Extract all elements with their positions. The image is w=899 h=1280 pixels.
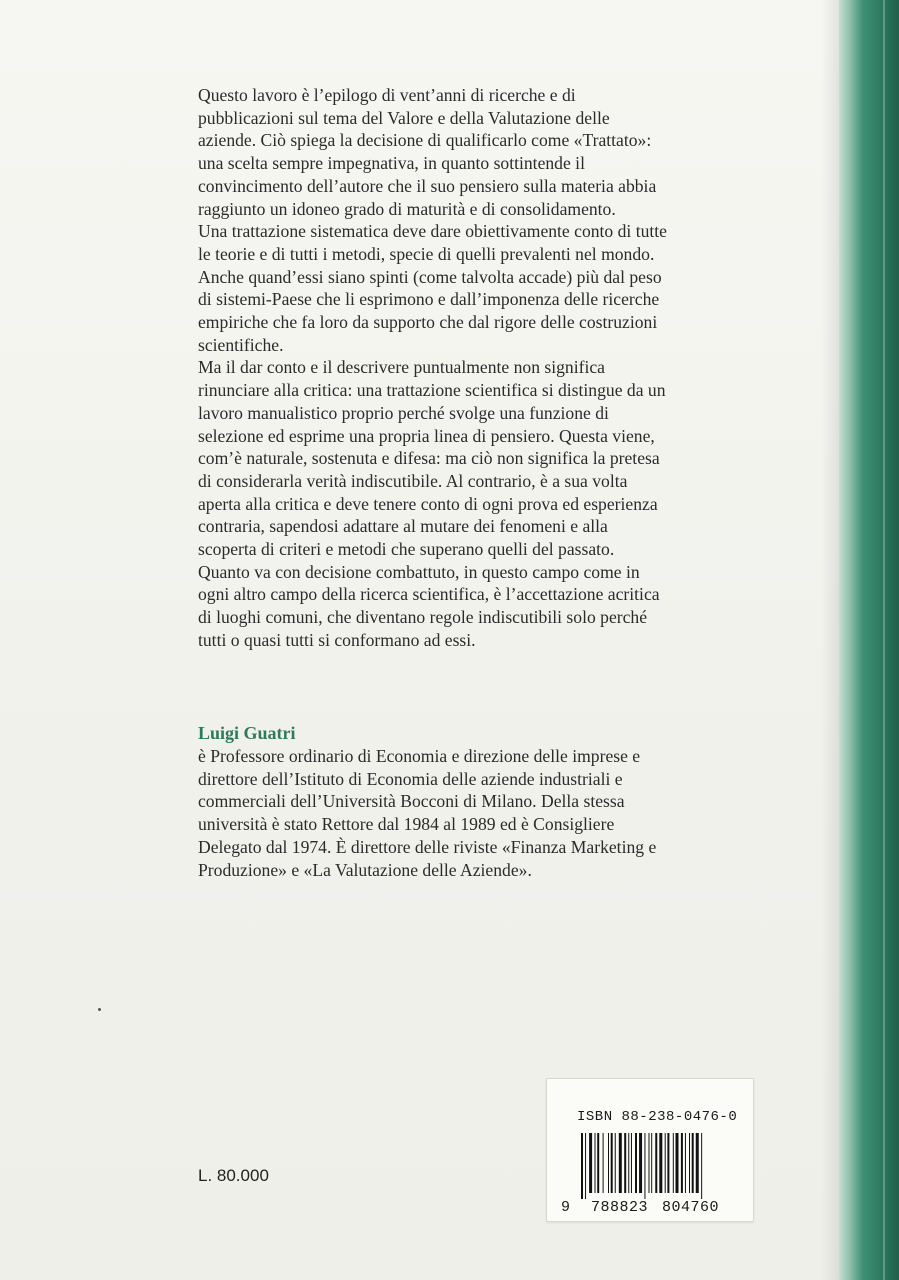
blurb [198, 84, 668, 652]
barcode-bar [635, 1133, 637, 1193]
barcode-bar [619, 1133, 622, 1193]
ean-right-digits: 804760 [662, 1199, 720, 1216]
price: L. 80.000 [198, 1166, 269, 1185]
barcode-bar [628, 1133, 629, 1193]
barcode-bar [673, 1133, 674, 1193]
barcode-bar [603, 1133, 604, 1193]
barcode-bar [639, 1133, 642, 1193]
ean-left-digits: 788823 [591, 1199, 649, 1216]
barcode-bar [676, 1133, 679, 1193]
barcode-bar [589, 1133, 592, 1193]
barcode-bar [585, 1133, 586, 1199]
spine-shadow [821, 0, 839, 1280]
barcode-bar [696, 1133, 699, 1193]
author-bio: è Professore ordinario di Economia e direzione delle imprese e direttore dell’Istituto di Economia delle aziende industriali e commerciali dell’Università Bocconi di Milano. Della stessa università è stato Rettore dal 1984 al 1989 ed è Consigliere Delegato dal 1974. È direttore delle riviste «Finanza Marketing e Produzione» e «La Valutazione delle Aziende». [198, 746, 657, 880]
blurb-paragraph-3: Ma il dar conto e il descrivere puntualmente non significa rinunciare alla critica: una trattazione scientifica si distingue da un lavoro manualistico proprio perché svolge una funzione di selezione ed esprime una propria linea di pensiero. Questa viene, com’è naturale, sostenuta e difesa: ma ciò non significa la pretesa di considerarla verità indiscutibile. Al contrario, è a sua volta aperta alla critica e deve tenere conto di ogni prova ed esperienza contraria, sapendosi adattare al mutare dei fenomeni e alla scoperta di criteri e metodi che superano quelli del passato. Quanto va con decisione combattuto, in questo campo come in ogni altro campo della ricerca scientifica, è l’accettazione acritica di luoghi comuni, che diventano regole indiscutibili solo perché tutti o quasi tutti si conformano ad essi. [198, 357, 666, 650]
barcode-bar [659, 1133, 662, 1193]
isbn-label: ISBN 88-238-0476-0 [577, 1109, 738, 1125]
barcode-bar [615, 1133, 616, 1193]
barcode-bar [624, 1133, 626, 1193]
dust-speck [98, 1008, 101, 1011]
barcode-bar [651, 1133, 652, 1193]
barcode-bar [581, 1133, 583, 1199]
barcode-bar [597, 1133, 599, 1193]
barcode-bar [595, 1133, 596, 1193]
barcode-bar [681, 1133, 683, 1193]
blurb-paragraph-1: Questo lavoro è l’epilogo di vent’anni di ricerche e di pubblicazioni sul tema del Valore e della Valutazione delle aziende. Ciò spiega la decisione di qualificarlo come «Trattato»: una scelta sempre impegnativa, in quanto sottintende il convincimento dell’autore che il suo pensiero sulla materia abbia raggiunto un idoneo grado di maturità e di consolidamento. [198, 85, 657, 219]
barcode-bar [692, 1133, 694, 1193]
author-name: Luigi Guatri [198, 723, 296, 743]
barcode-bar [611, 1133, 613, 1193]
spine-edge [883, 0, 885, 1280]
barcode-bar [631, 1133, 632, 1193]
ean-first-digit: 9 [561, 1199, 571, 1216]
blurb-paragraph-2: Una trattazione sistematica deve dare obiettivamente conto di tutte le teorie e di tutti i metodi, specie di quelli prevalenti nel mondo. Anche quand’essi siano spinti (come talvolta accade) più dal peso di sistemi-Paese che li esprimono e dall’imponenza delle ricerche empiriche che fa loro da supporto che dal rigore delle costruzioni scientifiche. [198, 221, 667, 355]
barcode-bar [665, 1133, 666, 1193]
barcode [581, 1133, 741, 1199]
barcode-bar [644, 1133, 645, 1199]
barcode-bar [608, 1133, 609, 1193]
barcode-bar [667, 1133, 669, 1193]
barcode-bar [649, 1133, 650, 1193]
barcode-bar [655, 1133, 657, 1193]
isbn-sticker [546, 1078, 754, 1222]
barcode-bar [701, 1133, 702, 1199]
barcode-bar [685, 1133, 686, 1193]
book-spine [839, 0, 899, 1280]
barcode-bar [689, 1133, 690, 1193]
